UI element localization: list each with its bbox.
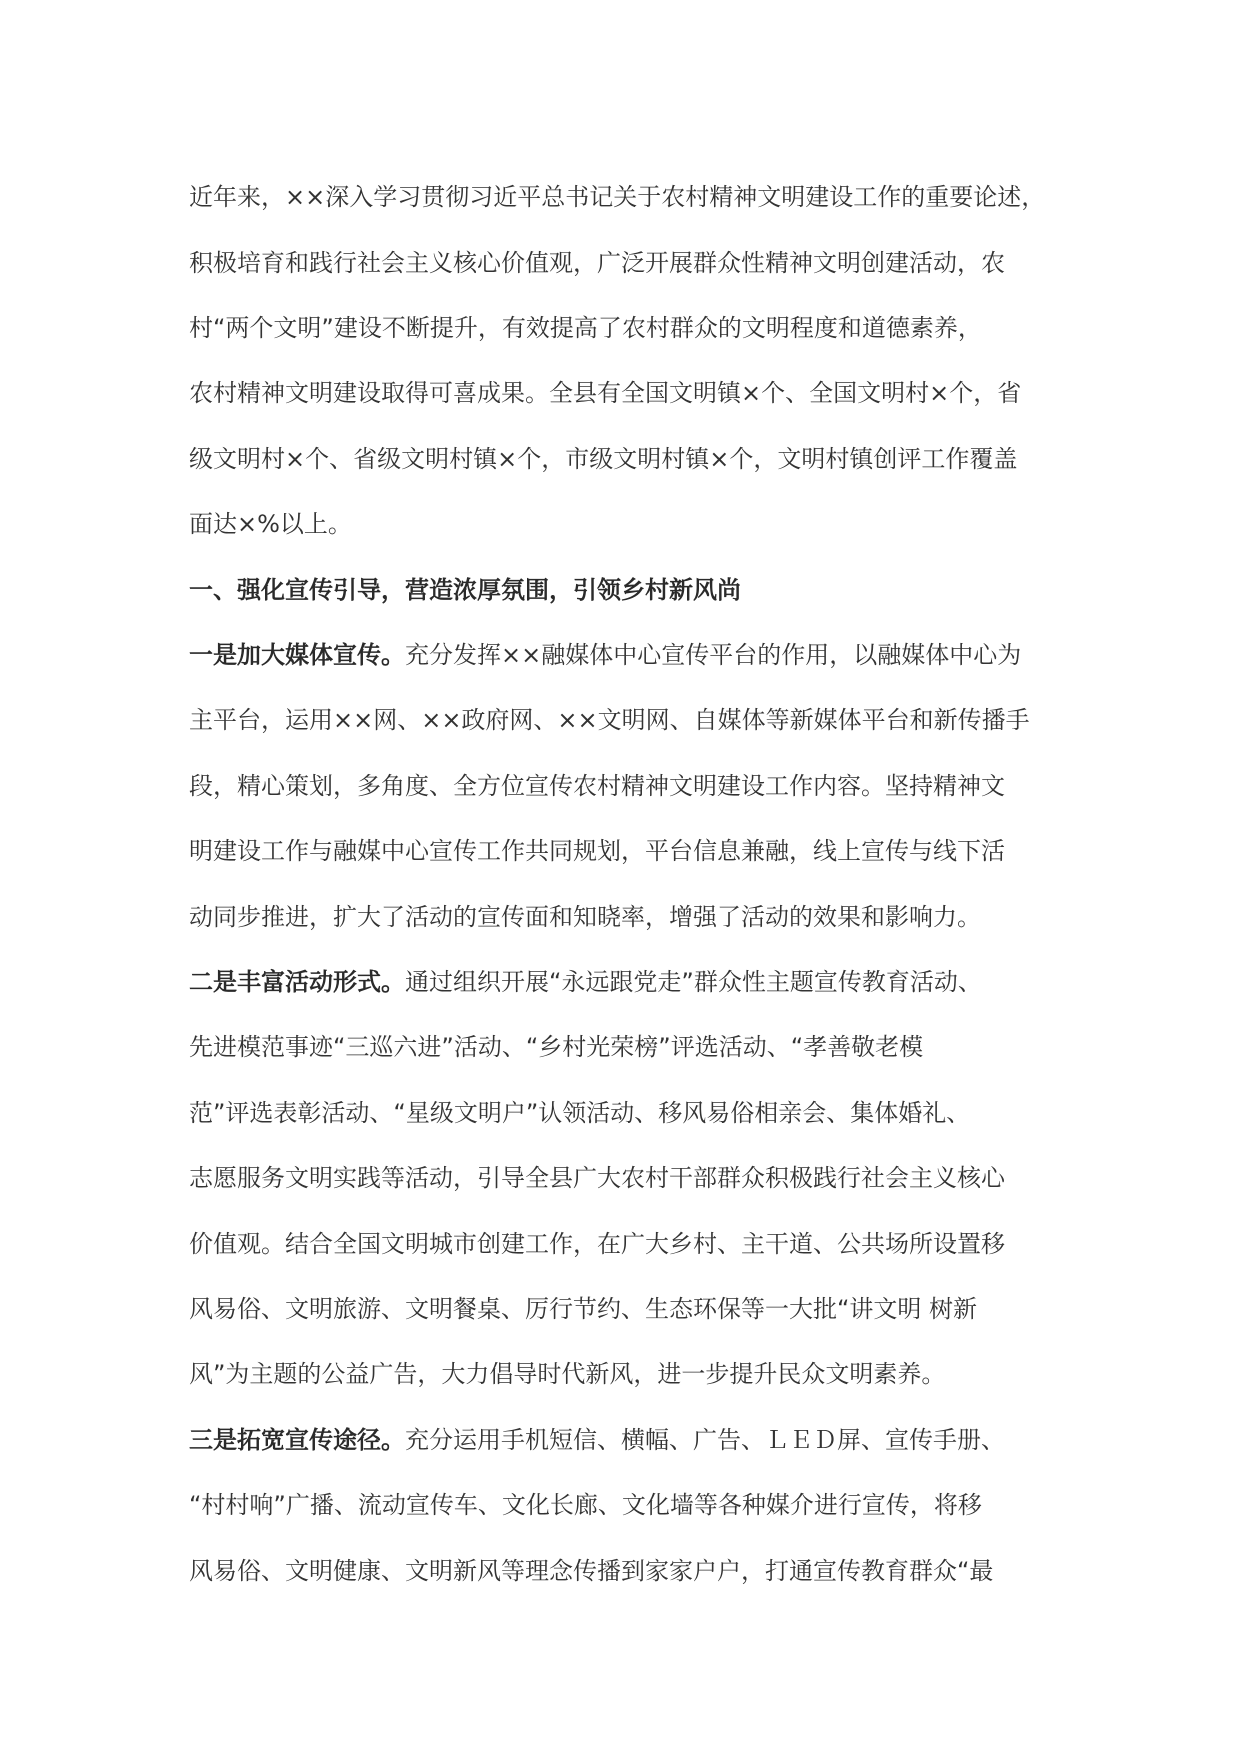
line-text: 充分发挥××融媒体中心宣传平台的作用，以融媒体中心为 [405,641,1022,669]
paragraph-line: 明建设工作与融媒中心宣传工作共同规划，平台信息兼融，线上宣传与线下活 [189,837,1005,865]
paragraph-line: 风易俗、文明健康、文明新风等理念传播到家家户户，打通宣传教育群众“最 [189,1557,994,1585]
paragraph-line: 积极培育和践行社会主义核心价值观，广泛开展群众性精神文明创建活动，农 [189,249,1005,277]
paragraph-line: 农村精神文明建设取得可喜成果。全县有全国文明镇×个、全国文明村×个，省 [189,379,1022,407]
paragraph-line: 先进模范事迹“三巡六进”活动、“乡村光荣榜”评选活动、“孝善敬老模 [189,1033,924,1061]
line-text: 充分运用手机短信、横幅、广告、ＬＥＤ屏、宣传手册、 [405,1426,1005,1454]
paragraph-line: 动同步推进，扩大了活动的宣传面和知晓率，增强了活动的效果和影响力。 [189,903,981,931]
paragraph-line: 村“两个文明”建设不断提升，有效提高了农村群众的文明程度和道德素养， [189,314,982,342]
paragraph-line: 价值观。结合全国文明城市创建工作，在广大乡村、主干道、公共场所设置移 [189,1230,1005,1258]
paragraph-line: “村村响”广播、流动宣传车、文化长廊、文化墙等各种媒介进行宣传，将移 [189,1491,982,1519]
paragraph-line [189,949,1089,1015]
paragraph-line: 风”为主题的公益广告，大力倡导时代新风，进一步提升民众文明素养。 [189,1360,946,1388]
lead-phrase: 一是加大媒体宣传。 [189,641,405,669]
line-text: 通过组织开展“永远跟党走”群众性主题宣传教育活动、 [405,968,982,996]
section-heading: 一、强化宣传引导，营造浓厚氛围，引领乡村新风尚 [189,576,741,604]
paragraph-line: 面达×%以上。 [189,510,352,538]
paragraph-line: 范”评选表彰活动、“星级文明户”认领活动、移风易俗相亲会、集体婚礼、 [189,1099,971,1127]
paragraph-line: 风易俗、文明旅游、文明餐桌、厉行节约、生态环保等一大批“讲文明 树新 [189,1295,978,1323]
paragraph-line [189,1407,1089,1473]
lead-phrase: 二是丰富活动形式。 [189,968,405,996]
paragraph-line: 段，精心策划，多角度、全方位宣传农村精神文明建设工作内容。坚持精神文 [189,772,1005,800]
paragraph-line: 近年来，××深入学习贯彻习近平总书记关于农村精神文明建设工作的重要论述， [189,183,1046,211]
paragraph-line [189,622,1089,688]
lead-phrase: 三是拓宽宣传途径。 [189,1426,405,1454]
paragraph-line: 志愿服务文明实践等活动，引导全县广大农村干部群众积极践行社会主义核心 [189,1164,1005,1192]
paragraph-line: 级文明村×个、省级文明村镇×个，市级文明村镇×个，文明村镇创评工作覆盖 [189,445,1018,473]
paragraph-line: 主平台，运用××网、××政府网、××文明网、自媒体等新媒体平台和新传播手 [189,706,1030,734]
